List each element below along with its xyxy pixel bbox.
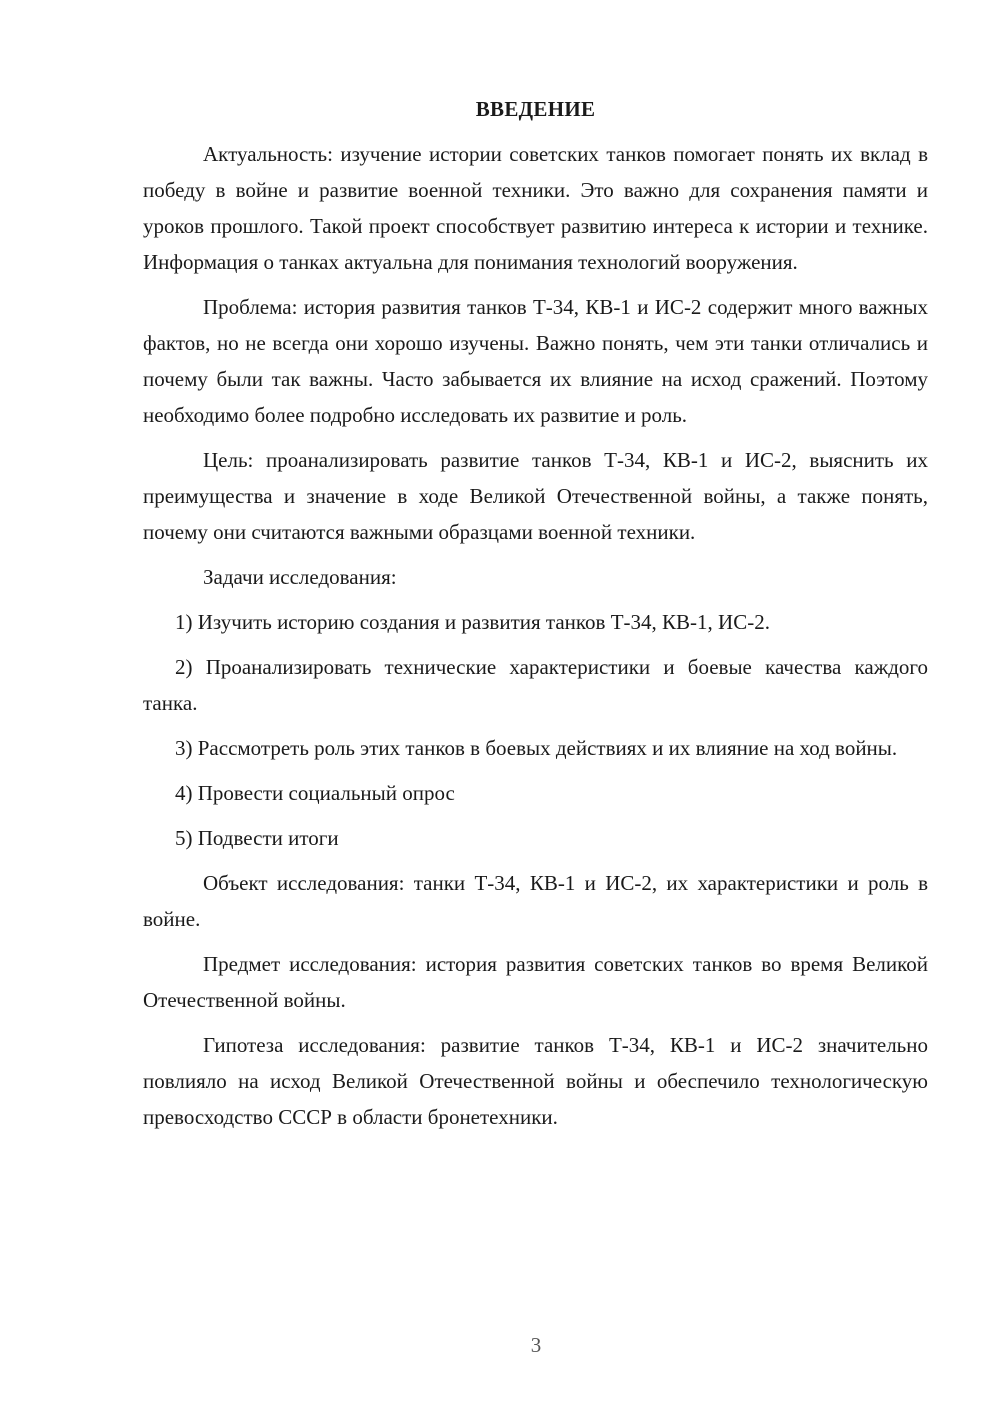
- paragraph-problem: Проблема: история развития танков Т-34, КВ-1 и ИС-2 содержит много важных фактов, но не всегда они хорошо изучены. Важно понять, чем эти танки отличались и почему были так важны. Часто забывается их влияние на исход сражений. Поэтому необходимо более подробно исследовать их развитие и роль.: [143, 295, 928, 427]
- paragraph-relevance: Актуальность: изучение истории советских танков помогает понять их вклад в победу в войне и развитие военной техники. Это важно для сохранения памяти и уроков прошлого. Такой проект способствует развитию интереса к истории и технике. Информация о танках актуальна для понимания технологий вооружения.: [143, 142, 928, 274]
- list-item-task-1: 1) Изучить историю создания и развития танков Т-34, КВ-1, ИС-2.: [175, 610, 770, 634]
- list-item-task-4: 4) Провести социальный опрос: [175, 781, 455, 805]
- list-item-task-3: 3) Рассмотреть роль этих танков в боевых действиях и их влияние на ход войны.: [175, 736, 898, 760]
- page-title: ВВЕДЕНИЕ: [475, 97, 596, 121]
- paragraph-tasks-heading: Задачи исследования:: [203, 565, 397, 589]
- paragraph-subject: Предмет исследования: история развития советских танков во время Великой Отечественной войны.: [143, 952, 928, 1012]
- paragraph-goal: Цель: проанализировать развитие танков Т-34, КВ-1 и ИС-2, выяснить их преимущества и значение в ходе Великой Отечественной войны, а также понять, почему они считаются важными образцами военной техники.: [143, 448, 928, 544]
- list-item-task-5: 5) Подвести итоги: [175, 826, 339, 850]
- document-page: [143, 94, 928, 1144]
- page-number: 3: [530, 1333, 542, 1357]
- paragraph-object: Объект исследования: танки Т-34, КВ-1 и ИС-2, их характеристики и роль в войне.: [143, 871, 928, 931]
- list-item-task-2: 2) Проанализировать технические характеристики и боевые качества каждого танка.: [143, 655, 928, 715]
- paragraph-hypothesis: Гипотеза исследования: развитие танков Т-34, КВ-1 и ИС-2 значительно повлияло на исход Великой Отечественной войны и обеспечило технологическую превосходство СССР в области бронетехники.: [143, 1033, 928, 1129]
